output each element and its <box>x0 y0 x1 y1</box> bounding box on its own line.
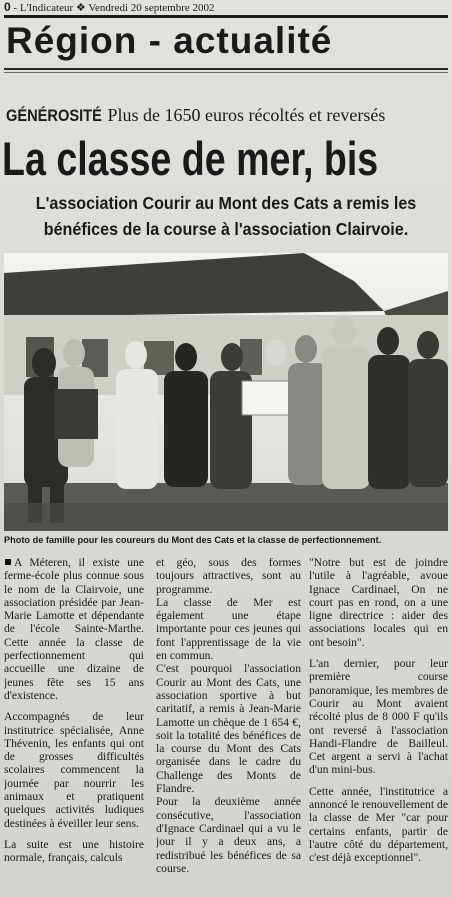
group-photo <box>4 253 448 531</box>
kicker-tag: GÉNÉROSITÉ <box>6 106 102 125</box>
article-column-3 <box>309 556 448 896</box>
article-column-2 <box>156 556 301 896</box>
paragraph: La classe de Mer est également une étape importante pour ces jeunes qui font l'apprentissage de la vie en commun. <box>156 595 301 663</box>
separator-icon: ❖ <box>75 2 86 14</box>
section-rule <box>4 68 448 70</box>
page-number: 0 <box>4 0 11 14</box>
paragraph: Accompagnés de leur institutrice spécialisée, Anne Thévenin, les enfants qui ont de grosses difficultés scolaires commencent la journée par nourrir les animaux et pratiquent quelques activités ludiques destinées à éveiller leur sens. <box>4 710 144 830</box>
section-rule-thin <box>4 72 448 73</box>
paragraph: La suite est une histoire normale, français, calculs <box>4 837 144 865</box>
deck-line: bénéfices de la course à l'association Clairvoie. <box>43 219 409 239</box>
photo-caption: Photo de famille pour les coureurs du Mont des Cats et la classe de perfectionnement. <box>4 535 382 545</box>
paragraph: C'est pourquoi l'association Courir au Mont des Cats, une association sportive à but caritatif, a remis à Jean-Marie Lamotte un chèque de 1 654 €, soit la totalité des bénéfices de la course du Mont des Cats organisée dans le cadre du Challenge des Monts de Flandre. <box>156 662 301 796</box>
kicker <box>6 102 446 128</box>
bullet-square-icon <box>5 559 11 565</box>
deck <box>6 190 446 244</box>
group-photo-image <box>4 253 448 531</box>
paragraph: L'an dernier, pour leur première course panoramique, les membres de Courir au Mont avaient récolté plus de 8 000 F qu'ils ont reversé à l'association Handi-Flandre de Bailleul. Cet argent a servi à l'achat d'un mini-bus. <box>309 657 448 777</box>
paragraph: et géo, sous des formes toujours attractives, sont au programme. <box>156 556 301 596</box>
kicker-text: Plus de 1650 euros récoltés et reversés <box>107 105 386 125</box>
paragraph: A Méteren, il existe une ferme-école plus connue sous le nom de la Clairvoie, une association présidée par Jean-Marie Lamotte et dépendante de l'école Sainte-Marthe. Cette année la classe de perfectionnement qui accueille une dizaine de jeunes fête ses 15 ans d'existence. <box>4 556 144 702</box>
paragraph: Pour la deuxième année consécutive, l'association d'Ignace Cardinael qui a vu le jour il y a deux ans, a redistribué les bénéfices de sa course. <box>156 795 301 875</box>
page-header <box>4 0 448 14</box>
section-title: Région - actualité <box>6 20 333 61</box>
issue-date: Vendredi 20 septembre 2002 <box>88 2 215 14</box>
headline: La classe de mer, bis <box>2 132 379 185</box>
paper-name: - L'Indicateur <box>13 2 74 14</box>
paragraph: "Notre but est de joindre l'utile à l'agréable, avoue Ignace Cardinael, On ne court pas en rond, on a une ligne directrice : aider des associations locales qui en ont besoin". <box>309 556 448 649</box>
deck-line: L'association Courir au Mont des Cats a remis les <box>35 193 417 213</box>
article-column-1 <box>4 556 144 896</box>
paragraph: Cette année, l'institutrice a annoncé le renouvellement de la classe de Mer "car pour certains enfants, partir de l'autre côté du département, c'est déjà exceptionnel". <box>309 784 448 865</box>
